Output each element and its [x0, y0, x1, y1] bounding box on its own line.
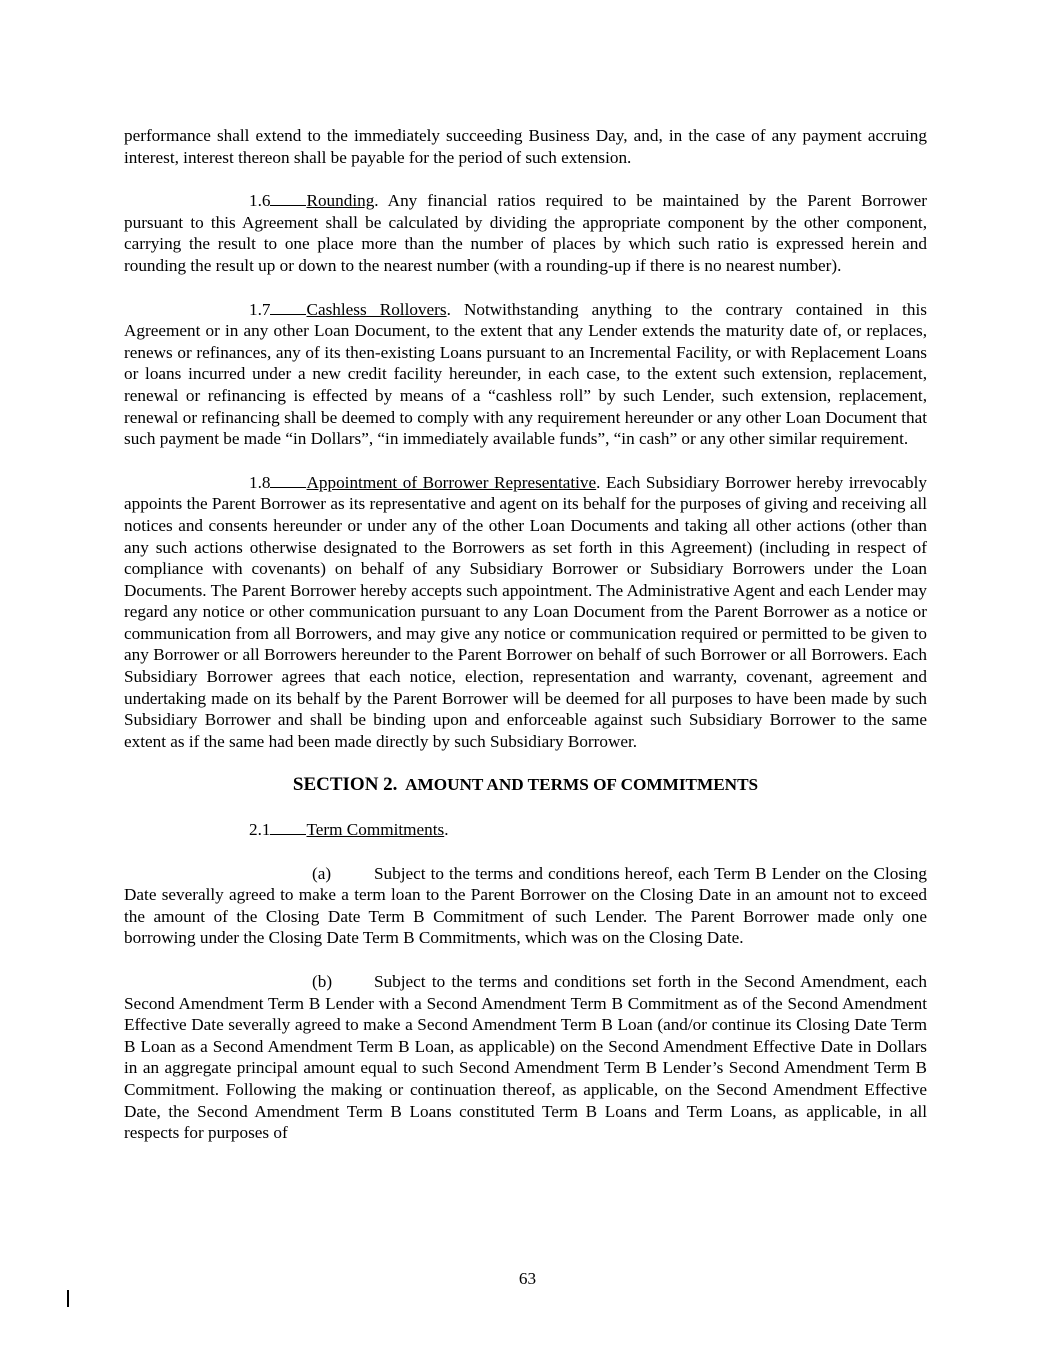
subsection-title: Term Commitments — [306, 820, 445, 840]
section-title: Cashless Rollovers — [306, 299, 447, 319]
clause-text: Subject to the terms and conditions set forth in the Second Amendment, each Second Amendment Term B Lender with a Second Amendment Term B Commitment as of the Second Amendment Effective Date severally agreed to make a Second Amendment Term B Loan (and/or continue its Closing Date Term B Loan as a Second Amendment Term B Loan, as applicable) on the Second Amendment Effective Date in Dollars in an aggregate principal amount equal to such Second Amendment Term B Lender’s Second Amendment Term B Commitment. Following the making or continuation thereof, as applicable, on the Second Amendment Effective Date, the Second Amendment Term B Loans constituted Term B Loans and Term Loans, as applicable, in all respects for purposes of — [124, 972, 927, 1143]
subsection-period: . — [444, 820, 449, 840]
section-title: Appointment of Borrower Representative — [306, 472, 597, 492]
underline-leader — [270, 820, 306, 835]
section-2-heading — [124, 774, 927, 796]
section-text: . Any financial ratios required to be maintained by the Parent Borrower pursuant to this Agreement shall be calculated by dividing the appropriate component by the other component, carrying the result to one place more than the number of places by which such ratio is expressed herein and rounding the result up or down to the nearest number (with a rounding-up if there is no nearest number). — [124, 191, 927, 275]
section-title: Rounding — [306, 191, 375, 211]
underline-leader — [270, 300, 306, 315]
subsection-number: 2.1 — [249, 820, 271, 840]
clause-a — [124, 863, 927, 949]
document-page — [124, 125, 927, 1166]
section-number: 1.8 — [249, 472, 271, 492]
section-heading-prefix: SECTION 2. — [292, 774, 398, 796]
page-number: 63 — [518, 1269, 537, 1288]
clause-text: Subject to the terms and conditions hereof, each Term B Lender on the Closing Date severally agreed to make a term loan to the Parent Borrower on the Closing Date in an amount not to exceed the amount of the Closing Date Term B Commitment of such Lender. The Parent Borrower made only one borrowing under the Closing Date Term B Commitments, which was on the Closing Date. — [124, 863, 927, 948]
section-text: . Notwithstanding anything to the contrary contained in this Agreement or in any other Loan Document, to the extent that any Lender extends the maturity date of, or replaces, renews or refinances, any of its then-existing Loans pursuant to an Incremental Facility, or with Replacement Loans or loans incurred under a new credit facility hereunder, in each case, to the extent such extension, replacement, renewal or refinancing is effected by means of a “cashless roll” by such Lender, such extension, replacement, renewal or refinancing shall be deemed to comply with any requirement hereunder or any other Loan Document that such payment be made “in Dollars”, “in immediately available funds”, “in cash” or any other similar requirement. — [124, 299, 927, 449]
section-1-8 — [124, 472, 927, 753]
section-number: 1.6 — [249, 191, 271, 211]
clause-label: (a) — [312, 863, 332, 883]
revision-change-bar — [67, 1290, 69, 1307]
section-1-6 — [124, 190, 927, 276]
clause-label: (b) — [312, 972, 333, 991]
clause-b — [124, 971, 927, 1144]
subsection-2-1 — [124, 819, 927, 841]
section-heading-title: AMOUNT AND TERMS OF COMMITMENTS — [405, 775, 759, 795]
underline-leader — [270, 191, 306, 206]
section-number: 1.7 — [249, 299, 271, 319]
section-text: . Each Subsidiary Borrower hereby irrevocably appoints the Parent Borrower as its representative and agent on its behalf for the purposes of giving and receiving all notices and consents hereunder or under any of the other Loan Documents and taking all other actions (other than any such actions otherwise designated to the Borrowers as set forth in this Agreement) (including in respect of compliance with covenants) on behalf of any Subsidiary Borrower or Subsidiary Borrowers under the Loan Documents. The Parent Borrower hereby accepts such appointment. The Administrative Agent and each Lender may regard any notice or other communication pursuant to any Loan Document from the Parent Borrower as a notice or communication from all Borrowers, and may give any notice or communication required or permitted to be given to any Borrower or all Borrowers hereunder to the Parent Borrower on behalf of such Borrower or all Borrowers. Each Subsidiary Borrower agrees that each notice, election, representation and warranty, covenant, agreement and undertaking made on its behalf by the Parent Borrower will be deemed for all purposes to have been made by such Subsidiary Borrower and shall be binding upon and enforceable against such Subsidiary Borrower to the same extent as if the same had been made directly by such Subsidiary Borrower. — [124, 472, 928, 751]
continuation-paragraph: performance shall extend to the immediately succeeding Business Day, and, in the case of any payment accruing interest, interest thereon shall be payable for the period of such extension. — [124, 126, 927, 167]
section-1-7 — [124, 299, 927, 450]
underline-leader — [270, 473, 306, 488]
